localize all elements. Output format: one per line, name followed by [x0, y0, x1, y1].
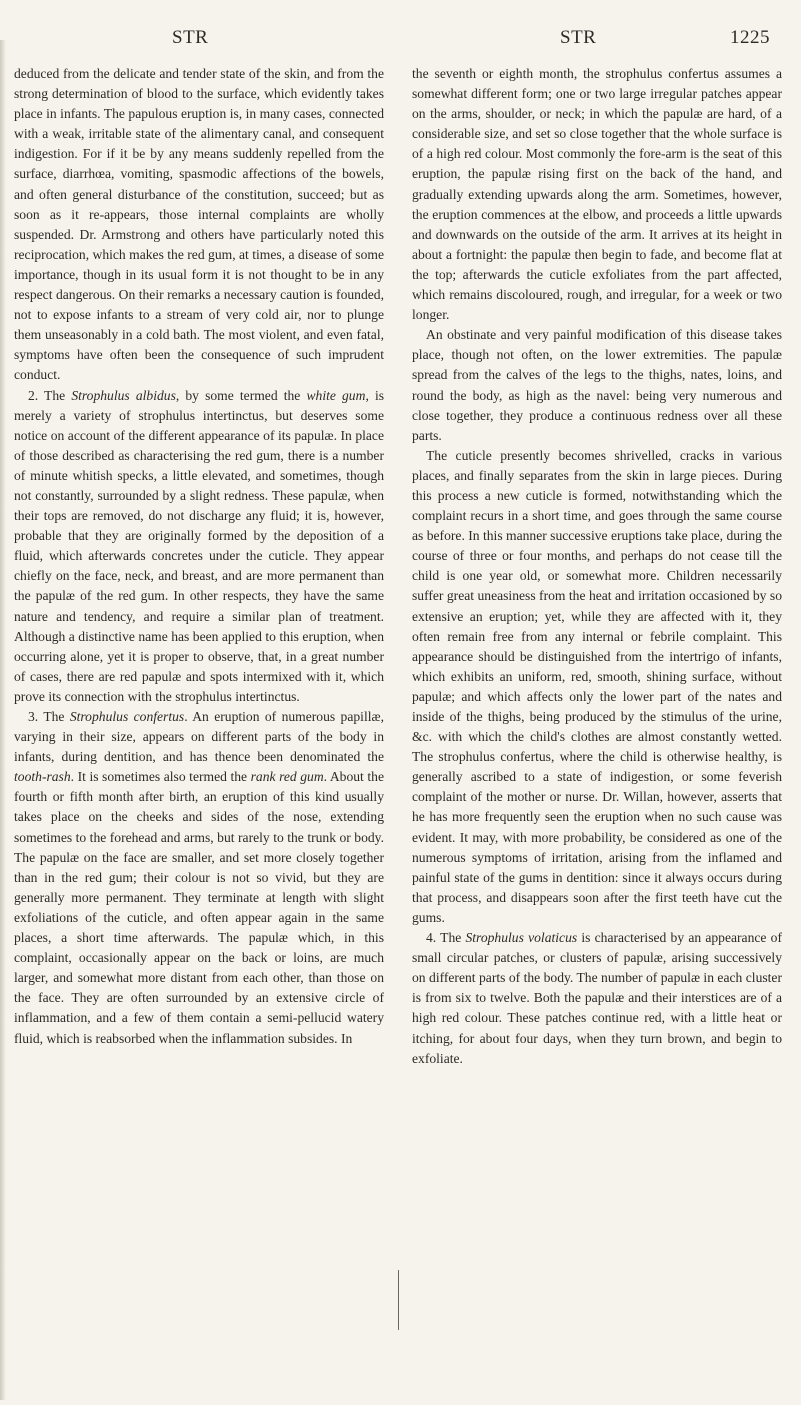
left-paragraph-2: 2. The Strophulus albidus, by some termed the white gum, is merely a variety of strophulus intertinctus, but deserves some notice on account of the different appearance of its papulæ. In place of those described as characterising the red gum, there is a number of minute whitish specks, a little elevated, and sometimes, though not constantly, surrounded by a slight redness. These papulæ, when their tops are removed, do not discharge any fluid; it is, however, probable that they are originally formed by the deposition of a fluid, which afterwards concretes under the cuticle. They appear chiefly on the face, neck, and breast, and are more permanent than the papulæ of the red gum. In other respects, they have the same nature and tendency, and require a similar plan of treatment. Although a distinctive name has been applied to this eruption, when occurring alone, yet it is proper to observe, that, in a great number of cases, there are red papulæ and spots intermixed with it, which prove its connection with the strophulus intertinctus. [14, 387, 385, 704]
running-head-right: STR [560, 27, 597, 48]
right-paragraph-1: the seventh or eighth month, the strophulus confertus assumes a somewhat different form; one or two large irregular patches appear on the arms, shoulder, or neck; in which the papulæ are hard, of a considerable size, and set so close together that the whole surface is of a high red colour. Most commonly the fore-arm is the seat of this eruption, the papulæ rising first on the back of the hand, and gradually extending upwards along the arm. Sometimes, however, the eruption commences at the elbow, and proceeds a little upwards and downwards on the outside of the arm. It arrives at its height in about a fortnight: the papulæ then begin to fade, and become flat at the top; afterwards the cuticle exfoliates from the part affected, which remains discoloured, rough, and irregular, for a week or two longer. [412, 66, 782, 323]
species-name: Strophulus albidus [71, 387, 176, 403]
right-column [412, 64, 782, 1069]
left-paragraph-1: deduced from the delicate and tender state of the skin, and from the strong determination of blood to the surface, which evidently takes place in infants. The papulous eruption is, in many cases, connected with a weak, irritable state of the alimentary canal, and consequent indigestion. For if it be by any means suddenly repelled from the surface, diarrhœa, vomiting, spasmodic affections of the bowels, and often general disturbance of the constitution, succeed; but as soon as it re-appears, those internal complaints are wholly suspended. Dr. Armstrong and others have particularly noted this reciprocation, which makes the red gum, at times, a disease of some importance, though in its usual form it is not thought to be in any respect dangerous. On their remarks a necessary caution is founded, not to expose infants to a stream of very cold air, nor to plunge them unseasonably in a cold bath. The most violent, and even fatal, symptoms have often been the consequence of such imprudent conduct. [14, 66, 384, 383]
species-name: Strophulus confertus [69, 709, 185, 724]
page-number: 1225 [730, 27, 770, 48]
species-name: Strophulus volaticus [465, 930, 578, 946]
page-gutter-shadow [0, 40, 6, 1400]
left-column [14, 64, 384, 1049]
right-paragraph-3: The cuticle presently becomes shrivelled, cracks in various places, and finally separates from the skin in large pieces. During this process a new cuticle is formed, notwithstanding which the complaint recurs in a short time, and goes through the same course as before. In this manner successive eruptions take place, during the course of three or four months, and perhaps do not cease till the child is one year old, or somewhat more. Children necessarily suffer great uneasiness from the heat and irritation occasioned by so extensive an eruption; yet, while they are affected with it, they often remain free from any internal or febrile complaint. This appearance should be distinguished from the intertrigo of infants, which exhibits an uniform, red, smooth, shining surface, without papulæ; and which affects only the lower part of the nates and inside of the thighs, being produced by the stimulus of the urine, &c. with which the child's clothes are almost constantly wetted. The strophulus confertus, where the child is otherwise healthy, is generally ascribed to a state of indigestion, or some feverish complaint of the mother or nurse. Dr. Willan, however, asserts that he has more frequently seen the eruption when no such cause was evident. It may, with more probability, be considered as one of the numerous symptoms of irritation, arising from the inflamed and painful state of the gums in dentition: since it always occurs during that process, and disappears soon after the first teeth have cut the gums. [412, 447, 782, 925]
right-paragraph-4: 4. The Strophulus volaticus is characterised by an appearance of small circular patches, or clusters of papulæ, arising successively on different parts of the body. The number of papulæ in each cluster is from six to twelve. Both the papulæ and their interstices are of a high red colour. These patches continue red, with a little heat or itching, for about four days, when they turn brown, and begin to exfoliate. [412, 930, 782, 1066]
running-head-left: STR [172, 27, 209, 48]
common-term: tooth-rash [14, 769, 71, 785]
column-rule [398, 1270, 399, 1330]
common-term: white gum [306, 387, 366, 403]
common-term: rank red gum [250, 769, 324, 785]
right-paragraph-2: An obstinate and very painful modification of this disease takes place, though not often, on the lower extremities. The papulæ spread from the calves of the legs to the thighs, nates, loins, and round the body, as high as the navel: being very numerous and close together, they produce a continuous redness over all these parts. [412, 327, 782, 443]
left-paragraph-3: 3. The Strophulus confertus. An eruption of numerous papillæ, varying in their size, appears on different parts of the body in infants, during dentition, and has thence been denominated the tooth-rash. It is sometimes also termed the rank red gum. About the fourth or fifth month after birth, an eruption of this kind usually takes place on the cheeks and sides of the nose, extending sometimes to the forehead and arms, but rarely to the trunk or body. The papulæ on the face are smaller, and set more closely together than in the red gum; their colour is not so vivid, but they are generally more permanent. They terminate at length with slight exfoliations of the cuticle, and often appear again in the same places, a short time afterwards. The papulæ which, in this complaint, occasionally appear on the back or loins, are much larger, and somewhat more distant from each other, than those on the face. They are often surrounded by an extensive circle of inflammation, and a few of them contain a semi-pellucid watery fluid, which is reabsorbed when the inflammation subsides. In [14, 709, 384, 1046]
